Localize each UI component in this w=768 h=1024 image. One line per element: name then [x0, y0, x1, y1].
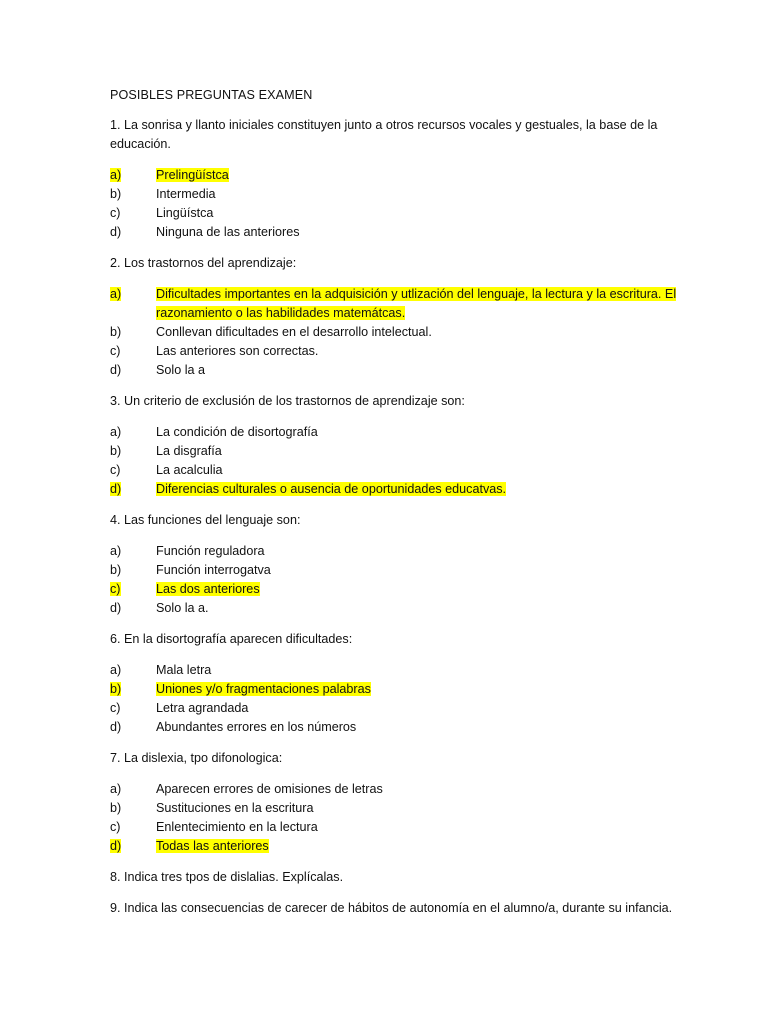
- option-letter: a): [110, 425, 122, 439]
- option-item-highlighted: [110, 166, 688, 185]
- option-list: [110, 542, 688, 618]
- option-letter: d): [110, 482, 122, 496]
- option-letter: b): [110, 682, 122, 696]
- option-list: [110, 661, 688, 737]
- option-text: Diferencias culturales o ausencia de oportunidades educatvas.: [156, 482, 507, 496]
- option-item: [110, 361, 688, 380]
- option-text: Función interrogatva: [156, 563, 271, 577]
- option-item: [110, 818, 688, 837]
- question-text: 3. Un criterio de exclusión de los trastornos de aprendizaje son:: [110, 394, 465, 408]
- option-item: [110, 542, 688, 561]
- option-letter: a): [110, 168, 122, 182]
- option-item: [110, 342, 688, 361]
- option-letter: d): [110, 720, 122, 734]
- option-item: [110, 323, 688, 342]
- option-item: [110, 699, 688, 718]
- option-text: Las anteriores son correctas.: [156, 344, 319, 358]
- option-item: [110, 780, 688, 799]
- option-text: Ninguna de las anteriores: [156, 225, 300, 239]
- option-text: Prelingüístca: [156, 168, 229, 182]
- open-question-list: [110, 868, 688, 918]
- option-text: Aparecen errores de omisiones de letras: [156, 782, 383, 796]
- option-item: [110, 423, 688, 442]
- option-text: Sustituciones en la escritura: [156, 801, 314, 815]
- option-item-highlighted: [110, 680, 688, 699]
- option-item: [110, 223, 688, 242]
- option-item: [110, 185, 688, 204]
- option-letter: b): [110, 325, 122, 339]
- option-letter: c): [110, 206, 121, 220]
- option-letter: c): [110, 701, 121, 715]
- option-text: Uniones y/o fragmentaciones palabras: [156, 682, 371, 696]
- question-text: 7. La dislexia, tpo difonologica:: [110, 751, 283, 765]
- option-text: Solo la a.: [156, 601, 209, 615]
- option-list: [110, 780, 688, 856]
- option-item: [110, 442, 688, 461]
- option-item: [110, 461, 688, 480]
- option-text: Todas las anteriores: [156, 839, 269, 853]
- question-block: [110, 630, 688, 737]
- option-item-highlighted: [110, 837, 688, 856]
- option-text: Letra agrandada: [156, 701, 249, 715]
- option-item: [110, 799, 688, 818]
- option-item-highlighted: [110, 480, 688, 499]
- question-block: [110, 392, 688, 499]
- option-letter: d): [110, 601, 122, 615]
- option-text: Mala letra: [156, 663, 212, 677]
- option-item: [110, 599, 688, 618]
- option-text: La condición de disortografía: [156, 425, 318, 439]
- document-title: POSIBLES PREGUNTAS EXAMEN: [110, 88, 313, 102]
- question-text: 1. La sonrisa y llanto iniciales constituyen junto a otros recursos vocales y gestuales, la base de la educación.: [110, 118, 658, 151]
- option-item-highlighted: [110, 580, 688, 599]
- question-text: 4. Las funciones del lenguaje son:: [110, 513, 301, 527]
- question-text: 6. En la disortografía aparecen dificultades:: [110, 632, 353, 646]
- option-text: Enlentecimiento en la lectura: [156, 820, 318, 834]
- option-text: Conllevan dificultades en el desarrollo intelectual.: [156, 325, 432, 339]
- option-letter: d): [110, 363, 122, 377]
- open-question-text: 8. Indica tres tpos de dislalias. Explícalas.: [110, 870, 344, 884]
- option-letter: c): [110, 344, 121, 358]
- option-list: [110, 423, 688, 499]
- question-block: [110, 511, 688, 618]
- option-text: Función reguladora: [156, 544, 265, 558]
- option-item: [110, 718, 688, 737]
- option-text: Abundantes errores en los números: [156, 720, 357, 734]
- question-block: [110, 749, 688, 856]
- option-letter: b): [110, 563, 122, 577]
- option-letter: c): [110, 463, 121, 477]
- option-text: Solo la a: [156, 363, 206, 377]
- open-question-text: 9. Indica las consecuencias de carecer de hábitos de autonomía en el alumno/a, durante su infancia.: [110, 901, 673, 915]
- option-letter: b): [110, 444, 122, 458]
- option-list: [110, 285, 688, 380]
- option-letter: c): [110, 820, 121, 834]
- option-item-highlighted: [110, 285, 688, 323]
- option-letter: a): [110, 663, 122, 677]
- option-letter: c): [110, 582, 121, 596]
- option-letter: b): [110, 187, 122, 201]
- option-text: Lingüístca: [156, 206, 214, 220]
- option-item: [110, 561, 688, 580]
- question-block: [110, 116, 688, 242]
- option-letter: a): [110, 287, 122, 301]
- option-letter: b): [110, 801, 122, 815]
- option-letter: a): [110, 782, 122, 796]
- option-text: Las dos anteriores: [156, 582, 260, 596]
- option-text: Intermedia: [156, 187, 216, 201]
- option-text: Dificultades importantes en la adquisición y utlización del lenguaje, la lectura y la escritura. El razonamiento o las habilidades matemátcas.: [156, 287, 677, 320]
- option-letter: d): [110, 225, 122, 239]
- option-text: La acalculia: [156, 463, 223, 477]
- option-item: [110, 661, 688, 680]
- question-block: [110, 254, 688, 380]
- option-item: [110, 204, 688, 223]
- question-list: [110, 116, 688, 856]
- option-list: [110, 166, 688, 242]
- option-letter: a): [110, 544, 122, 558]
- question-text: 2. Los trastornos del aprendizaje:: [110, 256, 297, 270]
- option-text: La disgrafía: [156, 444, 222, 458]
- option-letter: d): [110, 839, 122, 853]
